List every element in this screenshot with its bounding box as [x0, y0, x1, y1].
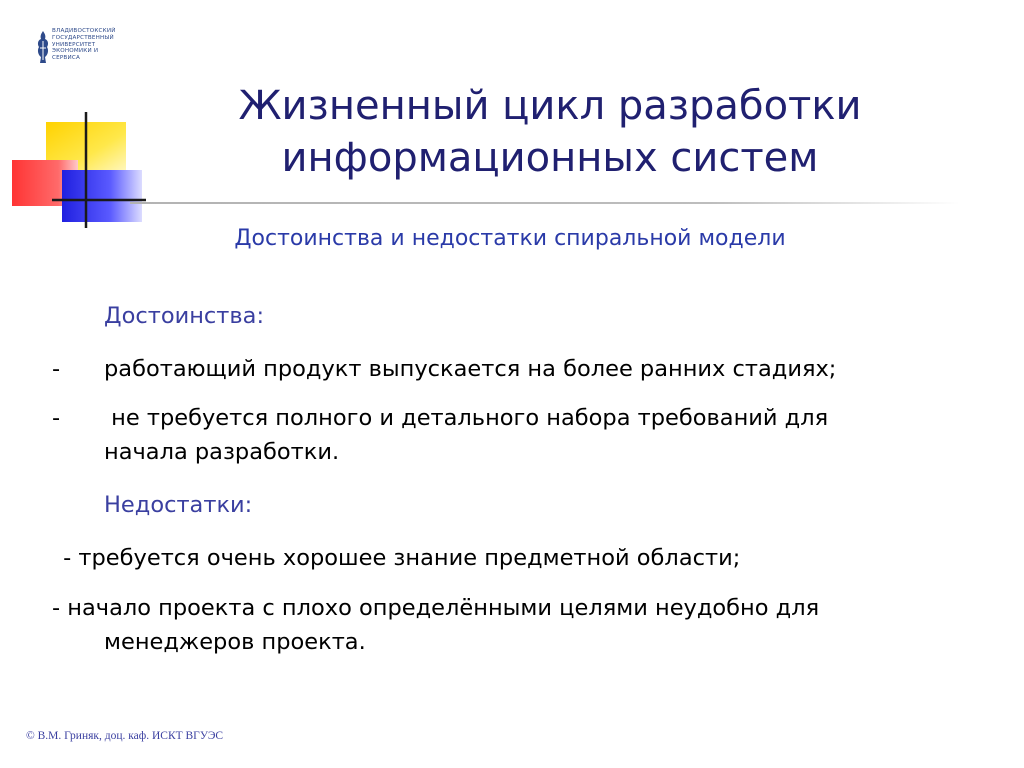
logo-text-line: ВЛАДИВОСТОКСКИЙ — [52, 28, 116, 34]
logo-text-line: СЕРВИСА — [52, 55, 80, 62]
slide-title-line: Жизненный цикл разработки — [238, 83, 862, 129]
logo-text-line: ЭКОНОМИКИ И — [52, 48, 99, 55]
disadvantage-item: - требуется очень хорошее знание предметной области; — [56, 545, 741, 571]
bullet-marker: - — [52, 356, 61, 382]
logo-text-line: ГОСУДАРСТВЕННЫЙ — [52, 34, 114, 41]
slide-subtitle: Достоинства и недостатки спиральной модели — [234, 226, 786, 251]
disadvantage-item-continuation: менеджеров проекта. — [104, 629, 366, 655]
logo-text-line: УНИВЕРСИТЕТ — [52, 41, 96, 48]
disadvantage-item: - начало проекта с плохо определёнными целями неудобно для — [52, 595, 820, 621]
advantage-item-continuation: начала разработки. — [104, 439, 340, 465]
advantage-item: работающий продукт выпускается на более ранних стадиях; — [104, 356, 837, 382]
disadvantages-heading: Недостатки: — [104, 492, 253, 518]
title-divider — [130, 202, 960, 204]
footer-copyright: © В.М. Гриняк, доц. каф. ИСКТ ВГУЭС — [26, 730, 224, 742]
bullet-marker: - — [52, 405, 61, 431]
deco-blue-square — [62, 170, 142, 222]
decorative-squares — [0, 0, 160, 240]
slide-title-line: информационных систем — [281, 135, 819, 181]
slide-title — [170, 80, 930, 184]
advantage-item: не требуется полного и детального набора требований для — [104, 405, 829, 431]
advantages-heading: Достоинства: — [104, 303, 265, 329]
